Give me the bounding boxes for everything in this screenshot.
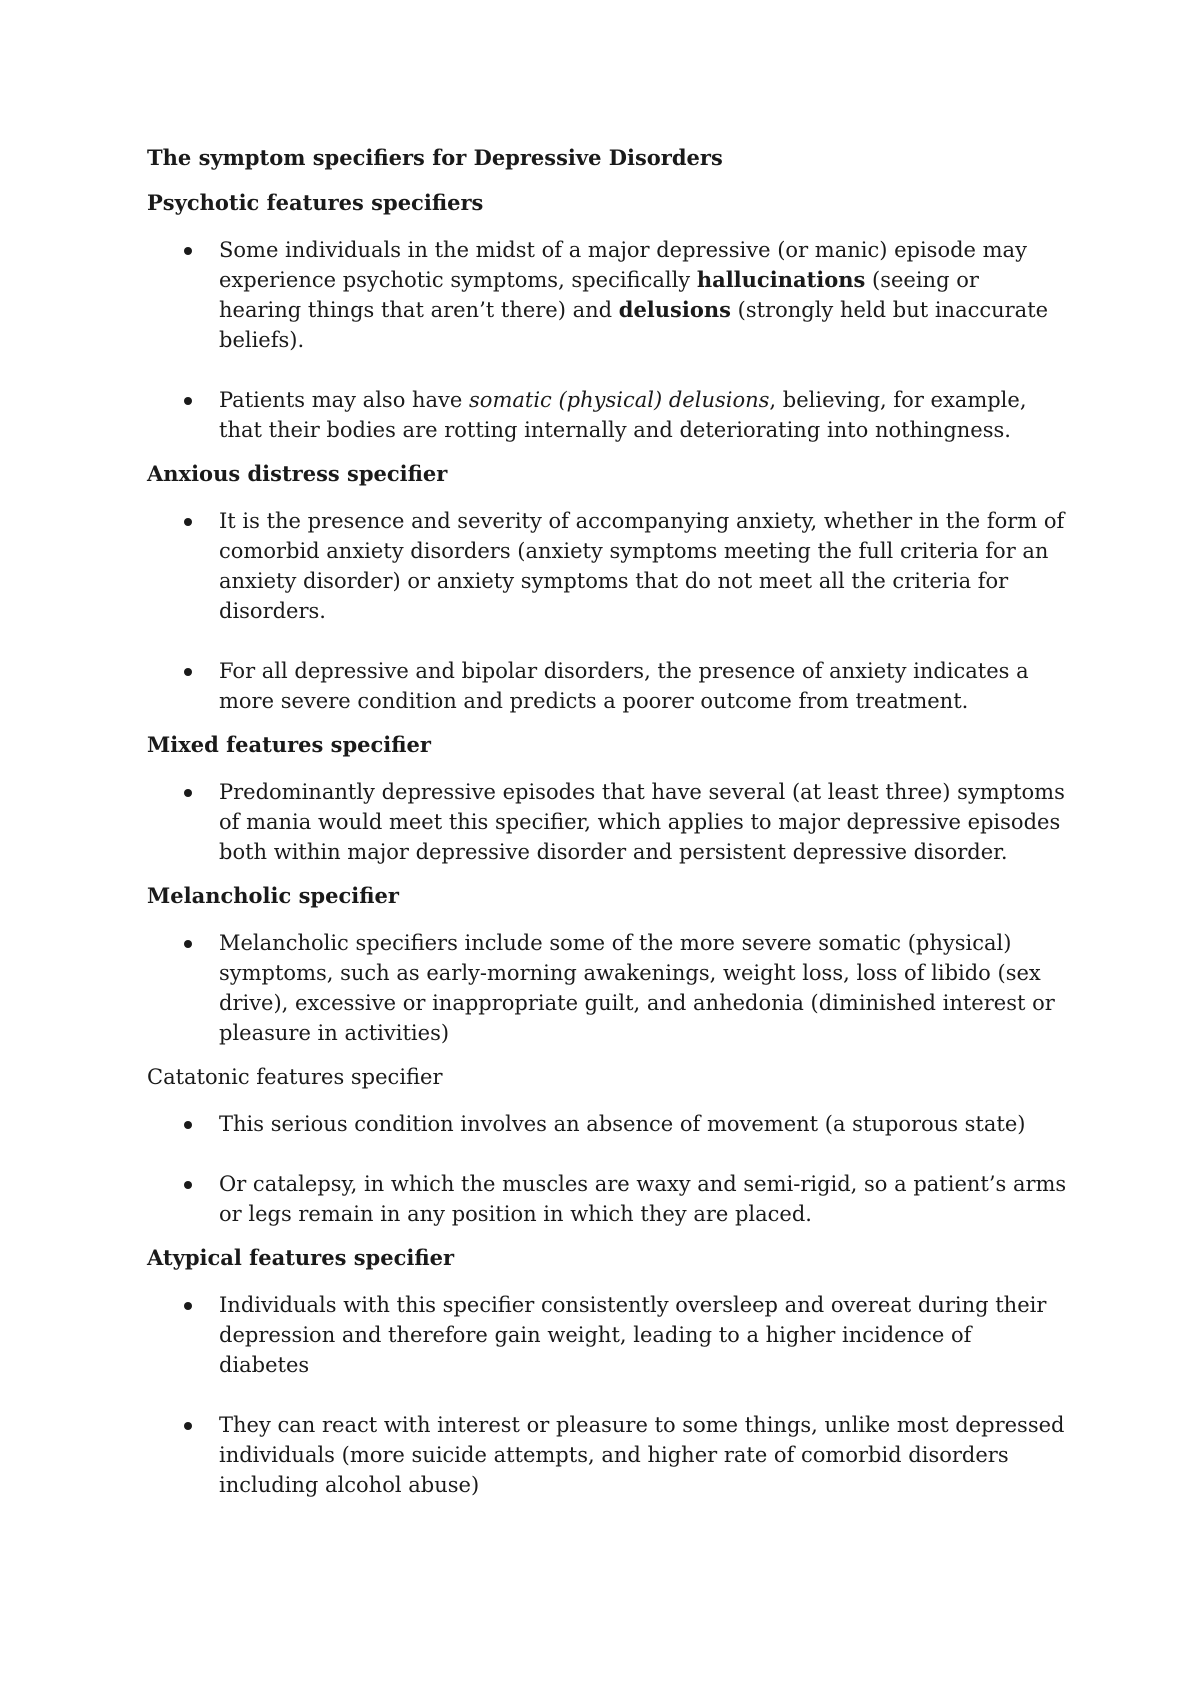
list-item: Or catalepsy, in which the muscles are waxy and semi-rigid, so a patient’s arms or legs remain in any position in which they are placed.	[147, 1169, 1067, 1229]
bullet-icon	[184, 940, 192, 948]
section-heading-melancholic: Melancholic specifier	[147, 883, 399, 908]
list-item: Melancholic specifiers include some of the more severe somatic (physical) symptoms, such as early-morning awakenings, weight loss, loss of libido (sex drive), excessive or inappropriate guilt, and anhedonia (diminished interest or pleasure in activities)	[147, 928, 1067, 1048]
document-page	[147, 143, 1067, 1514]
bullet-icon	[184, 1302, 192, 1310]
section-heading-anxious-distress: Anxious distress specifier	[147, 461, 448, 486]
list-item: This serious condition involves an absence of movement (a stuporous state)	[147, 1109, 1067, 1139]
bullet-icon	[184, 668, 192, 676]
atypical-features-list	[147, 1290, 1067, 1500]
list-item: For all depressive and bipolar disorders, the presence of anxiety indicates a more severe condition and predicts a poorer outcome from treatment.	[147, 656, 1067, 716]
bullet-icon	[184, 1181, 192, 1189]
bullet-icon	[184, 1422, 192, 1430]
list-item: Predominantly depressive episodes that have several (at least three) symptoms of mania would meet this specifier, which applies to major depressive episodes both within major depressive disorder and persistent depressive disorder.	[147, 777, 1067, 867]
term-delusions: delusions	[618, 297, 731, 322]
list-item: It is the presence and severity of accompanying anxiety, whether in the form of comorbid anxiety disorders (anxiety symptoms meeting the full criteria for an anxiety disorder) or anxiety symptoms that do not meet all the criteria for disorders.	[147, 506, 1067, 626]
psychotic-features-list	[147, 235, 1067, 445]
section-heading-psychotic-features: Psychotic features specifiers	[147, 190, 484, 215]
document-title: The symptom specifiers for Depressive Disorders	[147, 145, 723, 170]
bullet-icon	[184, 397, 192, 405]
bullet-icon	[184, 247, 192, 255]
section-heading-mixed-features: Mixed features specifier	[147, 732, 431, 757]
mixed-features-list	[147, 777, 1067, 867]
section-heading-catatonic-features: Catatonic features specifier	[147, 1065, 443, 1089]
bullet-icon	[184, 789, 192, 797]
list-item: Patients may also have somatic (physical) delusions, believing, for example, that their bodies are rotting internally and deteriorating into nothingness.	[147, 385, 1067, 445]
term-hallucinations: hallucinations	[696, 267, 866, 292]
anxious-distress-list	[147, 506, 1067, 716]
list-item: They can react with interest or pleasure to some things, unlike most depressed individuals (more suicide attempts, and higher rate of comorbid disorders including alcohol abuse)	[147, 1410, 1067, 1500]
bullet-icon	[184, 518, 192, 526]
catatonic-features-list	[147, 1109, 1067, 1229]
list-item: Some individuals in the midst of a major depressive (or manic) episode may experience psychotic symptoms, specifically hallucinations (seeing or hearing things that aren’t there) and delusions (strongly held but inaccurate beliefs).	[147, 235, 1067, 355]
list-item: Individuals with this specifier consistently oversleep and overeat during their depression and therefore gain weight, leading to a higher incidence of diabetes	[147, 1290, 1067, 1380]
term-somatic-delusions: somatic (physical) delusions	[469, 388, 770, 412]
section-heading-atypical-features: Atypical features specifier	[147, 1245, 455, 1270]
melancholic-list	[147, 928, 1067, 1048]
bullet-icon	[184, 1121, 192, 1129]
